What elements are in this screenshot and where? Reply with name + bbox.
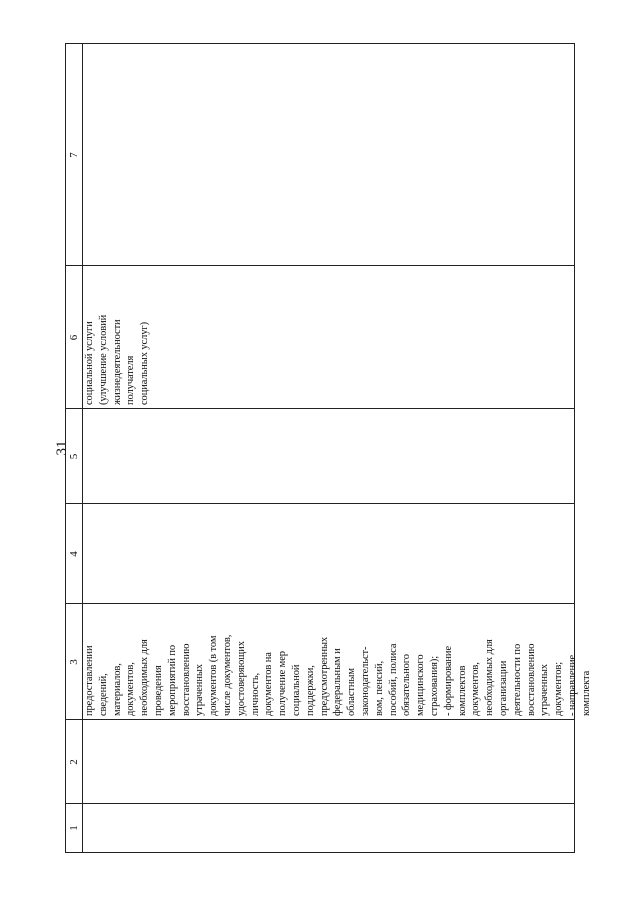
cell-line: необходимых для xyxy=(139,639,151,716)
cell-line: - формирование xyxy=(442,645,454,716)
cell-line: законодательст- xyxy=(359,646,371,716)
cell-line: восстановлению xyxy=(525,643,537,716)
cell-line: предусмотренных xyxy=(318,636,330,716)
column-6 xyxy=(66,265,574,409)
cell-line: документов на xyxy=(263,652,275,716)
page-number: 31 xyxy=(54,440,70,456)
cell-line: получателя xyxy=(125,355,137,405)
cell-line: восстановлению xyxy=(180,643,192,716)
column-header: 4 xyxy=(66,504,83,604)
column-header: 2 xyxy=(66,720,83,804)
column-3 xyxy=(66,603,592,720)
column-header: 7 xyxy=(66,44,83,266)
cell-line: сведений, xyxy=(97,673,109,716)
column-5 xyxy=(66,408,574,504)
cell-line: вом, пенсий, xyxy=(373,660,385,716)
column-header: 1 xyxy=(66,804,83,852)
cell-text xyxy=(83,606,593,716)
column-7 xyxy=(66,44,574,266)
cell-line: необходимых для xyxy=(484,639,496,716)
cell-line: документов; xyxy=(553,661,565,716)
cell-line: комплектов xyxy=(456,665,468,716)
cell-line: материалов, xyxy=(111,663,123,716)
cell-line: организации xyxy=(497,660,509,716)
cell-line: личность, xyxy=(249,672,261,716)
cell-line: - направление xyxy=(566,654,578,716)
cell-line: страхования); xyxy=(428,655,440,716)
rotated-page xyxy=(54,43,592,853)
cell-line: документов (в том xyxy=(208,635,220,716)
cell-line: медицинского xyxy=(415,654,427,716)
cell-line: пособий, полиса xyxy=(387,643,399,716)
cell-line: документов, xyxy=(125,662,137,716)
services-table xyxy=(65,43,592,853)
cell-line: социальных услуг) xyxy=(139,322,151,405)
cell-text xyxy=(83,268,152,405)
cell-line: областным xyxy=(346,668,358,716)
cell-line: деятельности по xyxy=(511,643,523,716)
cell-line: получение мер xyxy=(277,651,289,716)
cell-line: жизнедеятельности xyxy=(111,319,123,405)
cell-line: документов, xyxy=(470,662,482,716)
cell-line: комплекта xyxy=(580,670,592,716)
column-header: 5 xyxy=(66,409,83,504)
cell-line: утраченных xyxy=(539,664,551,716)
column-1 xyxy=(66,803,574,852)
cell-line: социальной xyxy=(290,664,302,716)
column-header: 3 xyxy=(66,604,83,720)
cell-line: проведения xyxy=(152,665,164,716)
column-4 xyxy=(66,503,574,604)
cell-line: предоставлении xyxy=(84,645,95,716)
cell-line: обязательного xyxy=(401,654,413,716)
cell-line: социальной услуги xyxy=(84,321,95,405)
cell-line: мероприятий по xyxy=(166,644,178,716)
cell-line: удостоверяющих xyxy=(235,641,247,716)
column-2 xyxy=(66,719,574,804)
cell-line: федеральным и xyxy=(332,648,344,716)
cell-line: поддержки, xyxy=(304,665,316,716)
cell-line: (улучшение условий xyxy=(97,314,109,405)
column-header: 6 xyxy=(66,266,83,409)
cell-line: числе документов, xyxy=(221,634,233,716)
cell-line: утраченных xyxy=(194,664,206,716)
